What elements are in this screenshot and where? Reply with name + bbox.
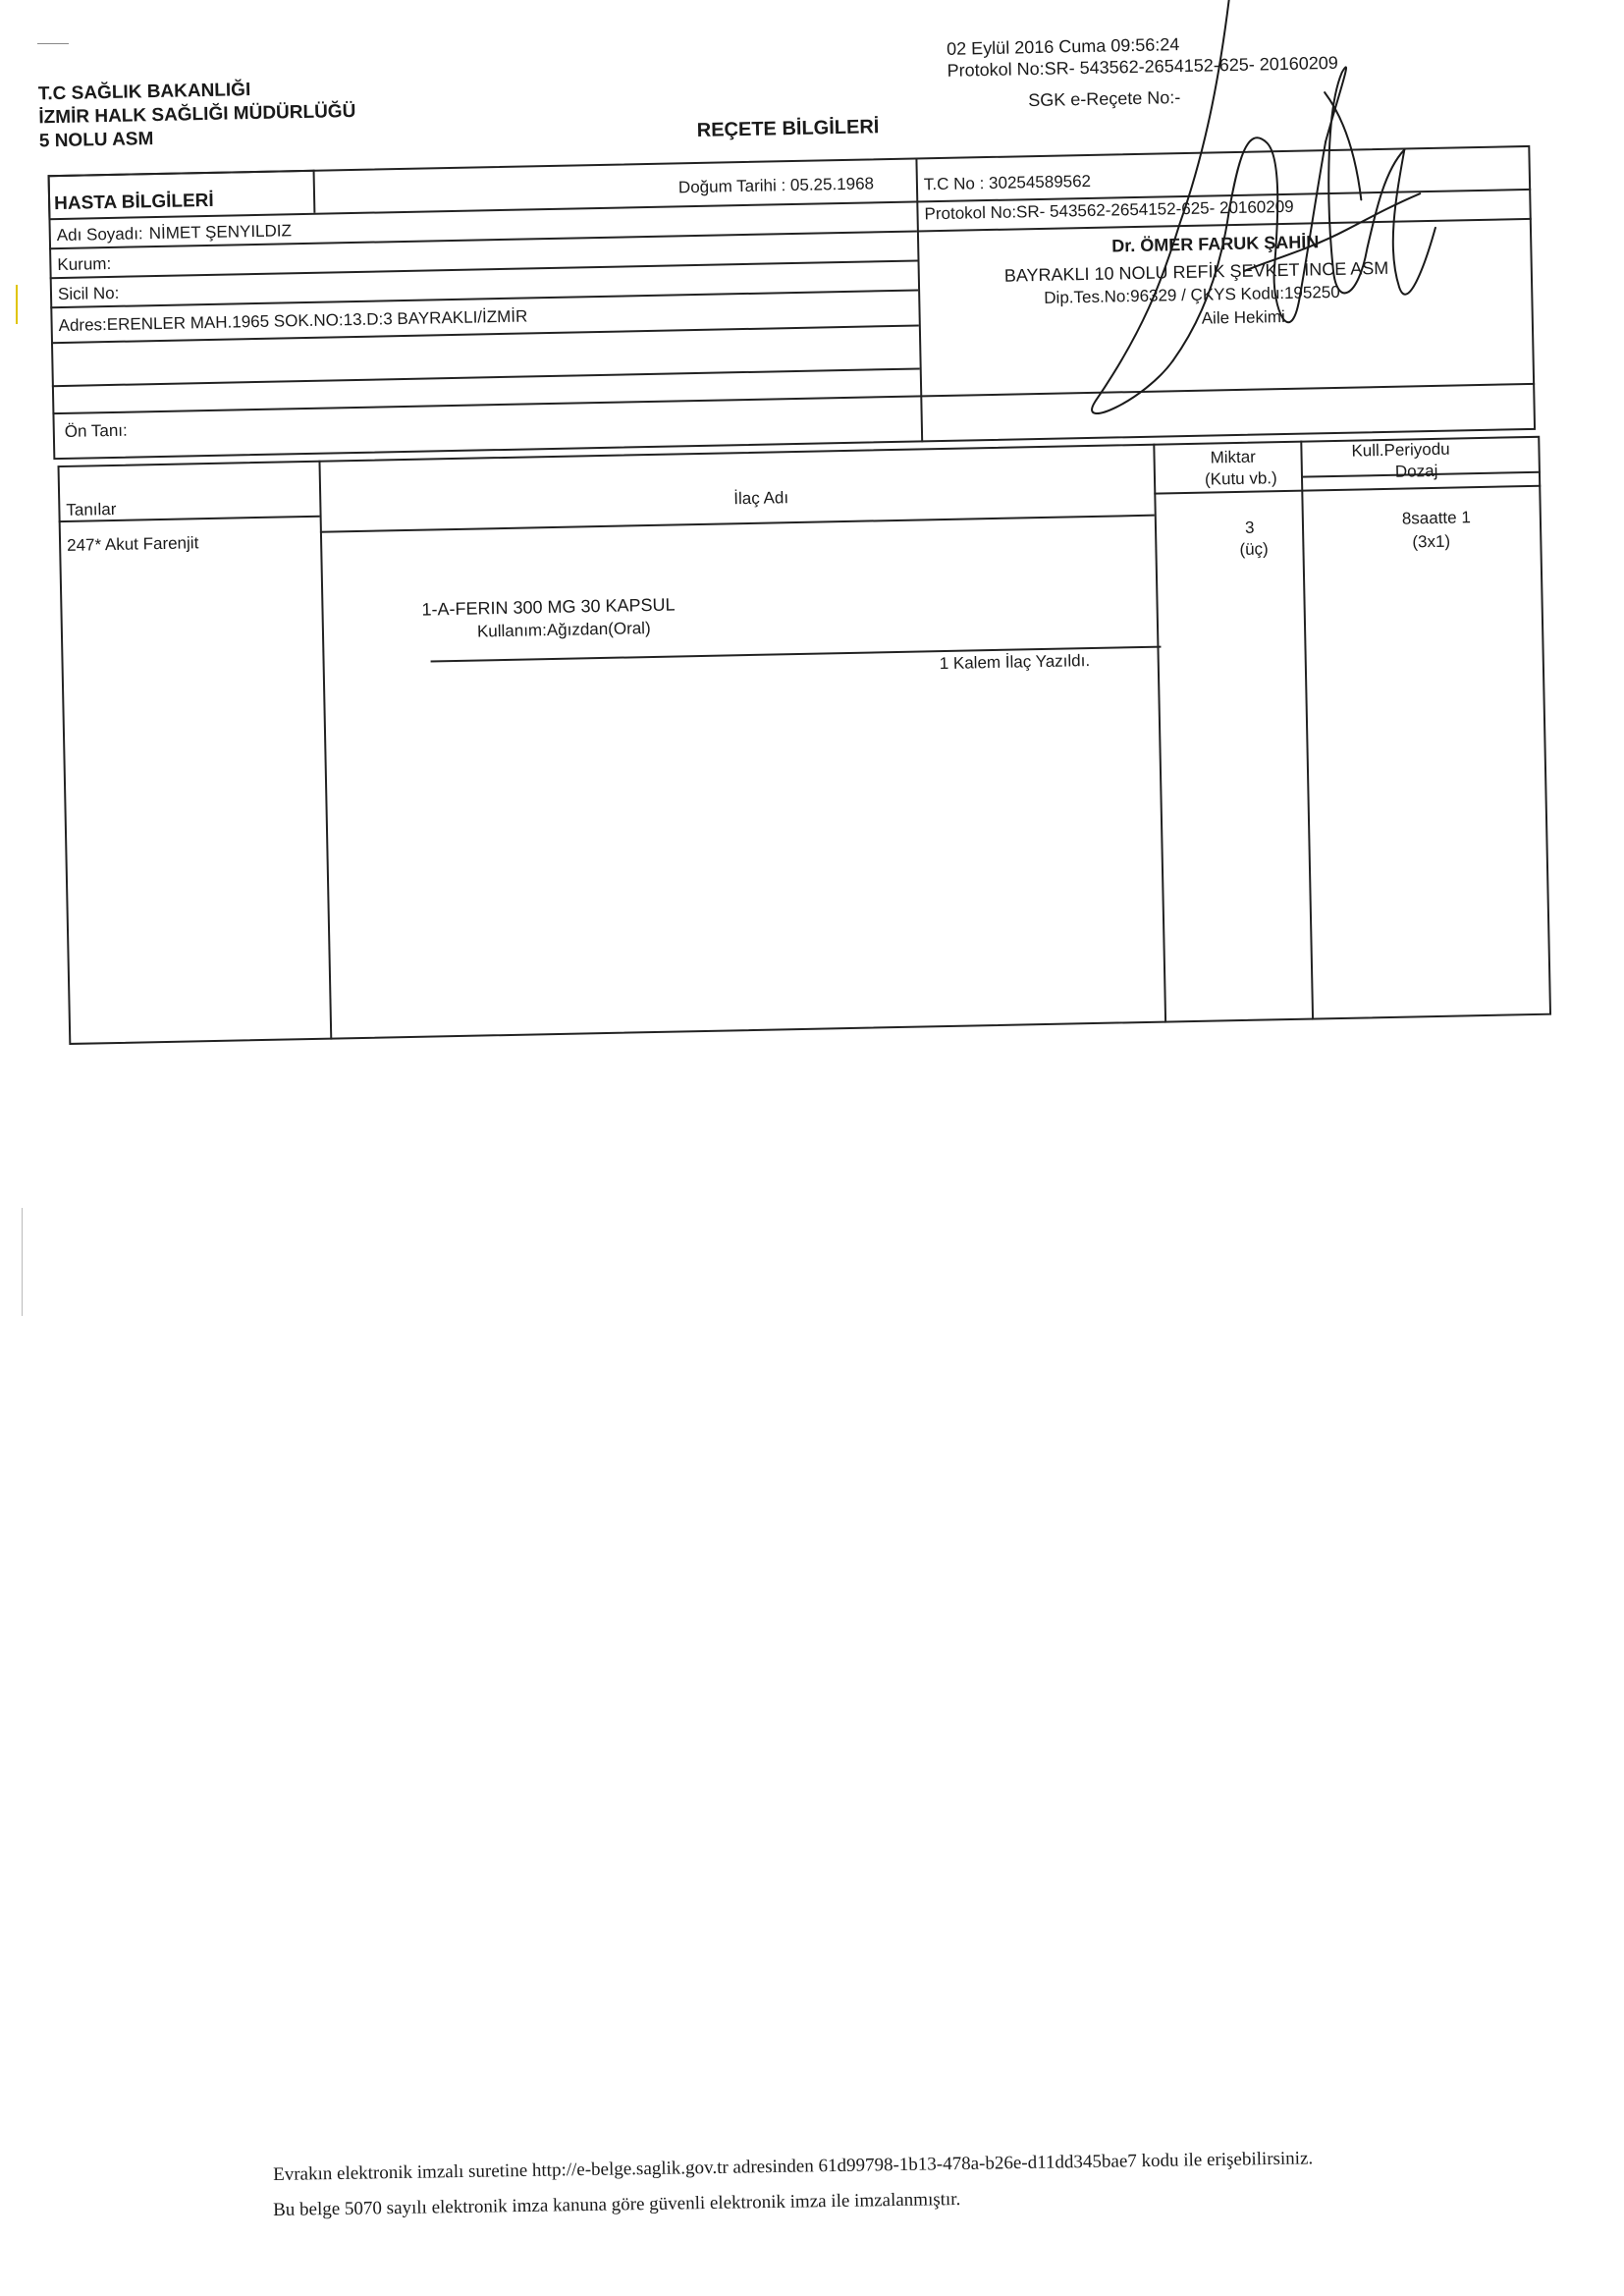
header-protocol: Protokol No:SR- 543562-2654152-625- 20160209: [947, 52, 1339, 81]
doctor-organization: BAYRAKLI 10 NOLU REFİK ŞEVKET İNCE ASM: [1003, 257, 1389, 286]
quantity-header: Miktar: [1210, 447, 1257, 467]
doctor-signature: [1028, 0, 1450, 452]
doctor-diploma: Dip.Tes.No:96329 / ÇKYS Kodu:195250: [1044, 282, 1340, 307]
patient-name-label: Adı Soyadı:: [56, 224, 143, 246]
patient-section-title: HASTA BİLGİLERİ: [53, 190, 214, 215]
drug-usage: Kullanım:Ağızdan(Oral): [476, 619, 651, 641]
footer-legal-notice: Bu belge 5070 sayılı elektronik imza kanuna göre güvenli elektronik imza ile imzalanmıştır.: [273, 2189, 961, 2220]
ministry-name: T.C SAĞLIK BAKANLIĞI: [37, 80, 251, 105]
issue-datetime: 02 Eylül 2016 Cuma 09:56:24: [946, 34, 1180, 59]
scan-artifact: [22, 1208, 23, 1316]
prescription-table: [58, 436, 1552, 1045]
sgk-prescription-no: SGK e-Reçete No:-: [1028, 87, 1181, 111]
doctor-tc-no: T.C No : 30254589562: [923, 171, 1092, 194]
diagnoses-header: Tanılar: [66, 499, 117, 519]
sicil-label: Sicil No:: [57, 283, 120, 304]
birth-date: Doğum Tarihi : 05.25.1968: [677, 174, 875, 197]
footer-verification: Evrakın elektronik imzalı suretine http://e-belge.saglik.gov.tr adresinden 61d99798-1b13-478a-b26e-d11dd345bae7 kodu ile erişebilirsiniz.: [273, 2148, 1314, 2185]
dose-header: Kull.Periyodu: [1351, 439, 1450, 461]
dose-value: 8saatte 1: [1401, 508, 1471, 528]
drug-name-header: İlaç Adı: [733, 488, 789, 509]
quantity-header-sub: (Kutu vb.): [1204, 468, 1277, 489]
patient-address: Adres:ERENLER MAH.1965 SOK.NO:13.D:3 BAYRAKLI/İZMİR: [58, 306, 528, 336]
patient-name: NİMET ŞENYILDIZ: [148, 221, 293, 244]
diagnosis-entry: 247* Akut Farenjit: [66, 533, 199, 555]
drug-count: 1 Kalem İlaç Yazıldı.: [939, 651, 1091, 674]
kurum-label: Kurum:: [57, 253, 112, 275]
dose-text: (3x1): [1412, 531, 1451, 552]
drug-name: 1-A-FERIN 300 MG 30 KAPSUL: [421, 594, 676, 620]
doctor-title: Aile Hekimi: [1201, 306, 1285, 328]
dose-header-sub: Dozaj: [1394, 461, 1438, 481]
doctor-protocol: Protokol No:SR- 543562-2654152-625- 20160209: [924, 196, 1294, 224]
asm-name: 5 NOLU ASM: [38, 129, 154, 152]
quantity-value: 3: [1244, 518, 1255, 537]
directorate-name: İZMİR HALK SAĞLIĞI MÜDÜRLÜĞÜ: [38, 100, 356, 129]
document-title: REÇETE BİLGİLERİ: [696, 116, 880, 141]
doctor-name: Dr. ÖMER FARUK ŞAHİN: [1111, 232, 1320, 256]
on-tani-label: Ön Tanı:: [64, 420, 128, 441]
quantity-text: (üç): [1239, 539, 1269, 559]
